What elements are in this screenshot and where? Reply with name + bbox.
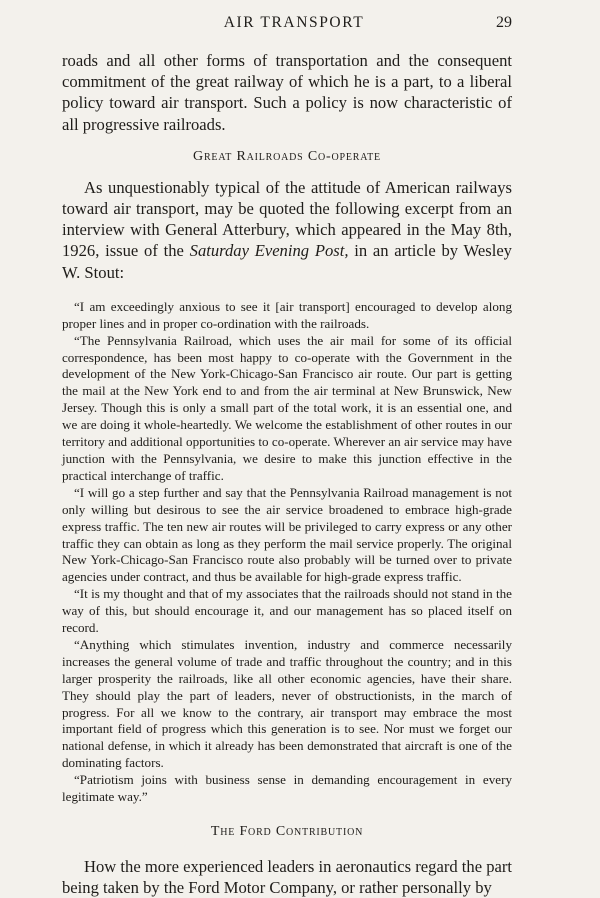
paragraph-continuation: roads and all other forms of transportation and the consequent commitment of the great railway of which he is a part, to a liberal policy toward air transport. Such a policy is now characteristic of all progressive railroads. [62, 51, 512, 134]
running-head [62, 14, 512, 42]
quoted-excerpt [62, 299, 512, 806]
section-heading-ford: The Ford Contribution [210, 824, 364, 840]
running-title: AIR TRANSPORT [223, 14, 365, 31]
quote-paragraph: “It is my thought and that of my associates that the railroads should not stand in the way of this, but should encourage it, and our management has so placed itself on record. [62, 586, 512, 636]
paragraph-intro-tail: in an article by Wesley W. Stout: [62, 241, 512, 282]
quote-paragraph: “I will go a step further and say that the Pennsylvania Railroad management is not only willing but desirous to see the air service broadened to embrace high-grade express traffic. The ten new air routes will be privileged to carry express or any other traffic they can obtain as long as they perform the mail service properly. The original New York-Chicago-San Francisco route also probably will be turned over to private agencies under contract, and thus be available for high-grade express traffic. [62, 484, 512, 585]
paragraph-ford: How the more experienced leaders in aeronautics regard the part being taken by the Ford Motor Company, or rather personally by [62, 857, 513, 898]
quote-paragraph: “The Pennsylvania Railroad, which uses the air mail for some of its official correspondence, has been most happy to co-operate with the Government in the development of the New York-Chicago-San Francisco air route. Our part is getting the mail at the New York end to and from the air terminal at New Brunswick, New Jersey. Though this is only a small part of the total work, it is an essential one, and we are doing it whole-heartedly. We welcome the establishment of other routes in our territory and additional opportunities to co-operate. Wherever an air service may have junction with the Pennsylvania, we desire to make this junction effective in the practical interchange of traffic. [62, 332, 512, 483]
paragraph-intro-excerpt [62, 177, 512, 283]
quote-paragraph: “I am exceedingly anxious to see it [air transport] encouraged to develop along proper lines and in proper co-ordination with the railroads. [62, 298, 512, 331]
publication-title: Saturday Evening Post, [189, 241, 349, 261]
quote-paragraph: “Anything which stimulates invention, industry and commerce necessarily increases the general volume of trade and traffic throughout the country; and in this larger prosperity the railroads, like all other economic agencies, have their share. They should play the part of leaders, never of obstructionists, in the march of progress. For all we know to the contrary, air transport may embrace the most important field of progress which this generation is to see. Nor must we forget our national defense, in which it already has been demonstrated that aircraft is one of the dominating factors. [62, 636, 512, 771]
section-heading-railroads: Great Railroads Co-operate [193, 148, 381, 164]
paragraph-intro-text: As unquestionably typical of the attitude of American railways toward air transport, may be quoted the following excerpt from an interview with General Atterbury, which appeared in the May 8th, 1926, issue of the [62, 177, 512, 261]
page-number: 29 [496, 14, 512, 31]
quote-paragraph: “Patriotism joins with business sense in demanding encouragement in every legitimate way.” [62, 772, 512, 805]
